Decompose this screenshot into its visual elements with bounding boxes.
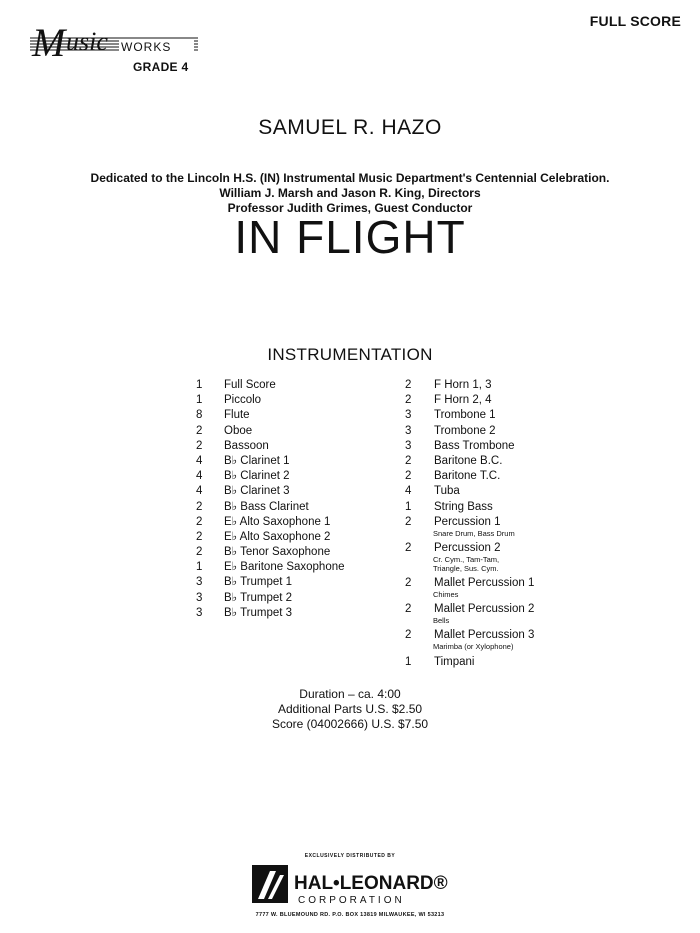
- instrument-name: Trombone 1: [434, 409, 496, 422]
- grade-label: GRADE 4: [133, 60, 189, 74]
- instrument-name: E♭ Baritone Saxophone: [224, 561, 345, 574]
- svg-text:WORKS: WORKS: [121, 40, 172, 54]
- instrument-name: Flute: [224, 409, 250, 422]
- instrument-quantity: 2: [405, 577, 412, 590]
- instrument-note: Cr. Cym., Tam-Tam, Triangle, Sus. Cym.: [433, 554, 500, 573]
- instrument-name: Full Score: [224, 379, 276, 391]
- instrument-name: B♭ Clarinet 3: [224, 485, 290, 498]
- instrumentation-heading: INSTRUMENTATION: [267, 345, 433, 364]
- instrument-quantity: 4: [196, 485, 203, 498]
- instrument-quantity: 2: [405, 629, 412, 642]
- instrument-quantity: 1: [405, 655, 412, 668]
- full-score-label: FULL SCORE: [589, 13, 681, 29]
- svg-text:usic: usic: [66, 27, 108, 56]
- instrument-quantity: 1: [196, 379, 203, 391]
- instrument-name: Mallet Percussion 2: [434, 603, 535, 616]
- instrument-quantity: 2: [196, 515, 203, 528]
- instrument-quantity: 2: [405, 394, 412, 407]
- instrument-name: B♭ Tenor Saxophone: [224, 546, 331, 559]
- instrument-name: Percussion 2: [434, 541, 501, 554]
- instrument-name: F Horn 2, 4: [434, 394, 492, 407]
- instrument-quantity: 2: [405, 541, 412, 554]
- instrument-name: B♭ Trumpet 3: [224, 606, 293, 619]
- instrument-quantity: 3: [196, 606, 203, 619]
- instrument-quantity: 2: [405, 603, 412, 616]
- instrument-quantity: 2: [196, 530, 203, 543]
- instrument-name: B♭ Trumpet 2: [224, 591, 293, 604]
- instrument-quantity: 2: [196, 500, 203, 513]
- publisher-corporation: CORPORATION: [298, 895, 405, 906]
- publisher-name: HAL•LEONARD®: [294, 873, 448, 894]
- instrument-quantity: 1: [405, 500, 412, 513]
- composer-name: SAMUEL R. HAZO: [258, 116, 442, 139]
- instrument-name: B♭ Trumpet 1: [224, 576, 293, 589]
- instrument-name: Oboe: [224, 424, 253, 437]
- instrument-note: Marimba (or Xylophone): [433, 642, 514, 652]
- instrument-quantity: 3: [405, 424, 412, 437]
- instrument-name: E♭ Alto Saxophone 2: [224, 530, 331, 543]
- instrument-name: Bassoon: [224, 439, 269, 452]
- instrument-quantity: 3: [405, 439, 412, 452]
- instrument-quantity: 2: [196, 546, 203, 559]
- instrument-name: Baritone B.C.: [434, 454, 503, 467]
- instrument-name: Bass Trombone: [434, 439, 515, 452]
- instrument-quantity: 3: [405, 409, 412, 422]
- instrument-name: String Bass: [434, 500, 493, 513]
- instrument-quantity: 1: [196, 394, 203, 407]
- score-price: Score (04002666) U.S. $7.50: [271, 717, 429, 731]
- dedication-line: William J. Marsh and Jason R. King, Directors: [219, 186, 481, 200]
- instrument-name: Timpani: [434, 655, 475, 668]
- instrument-name: B♭ Bass Clarinet: [224, 500, 309, 513]
- instrument-name: F Horn 1, 3: [434, 379, 492, 391]
- instrument-quantity: 2: [405, 515, 412, 528]
- instrument-name: Percussion 1: [434, 515, 501, 528]
- dedication-line: Dedicated to the Lincoln H.S. (IN) Instrumental Music Department's Centennial Celebration.: [90, 171, 610, 185]
- instrument-note: Bells: [433, 616, 450, 626]
- instrument-quantity: 2: [405, 454, 412, 467]
- publisher-address: 7777 W. BLUEMOUND RD. P.O. BOX 13819 MILWAUKEE, WI 53213: [255, 912, 445, 918]
- instrument-name: Mallet Percussion 1: [434, 577, 535, 590]
- instrument-quantity: 2: [196, 439, 203, 452]
- distributed-by-label: EXCLUSIVELY DISTRIBUTED BY: [304, 853, 396, 859]
- instrument-note: Chimes: [433, 590, 459, 600]
- instrument-quantity: 2: [196, 424, 203, 437]
- instrument-name: Mallet Percussion 3: [434, 629, 535, 642]
- instrument-quantity: 2: [405, 470, 412, 483]
- instrument-name: E♭ Alto Saxophone 1: [224, 515, 331, 528]
- instrument-quantity: 4: [405, 485, 412, 498]
- hal-leonard-logo: [250, 861, 450, 911]
- pricing-info: [0, 687, 700, 732]
- instrument-quantity: 4: [196, 470, 203, 483]
- instrument-name: B♭ Clarinet 1: [224, 454, 290, 467]
- instrument-quantity: 8: [196, 409, 203, 422]
- instrument-name: B♭ Clarinet 2: [224, 470, 290, 483]
- instrument-name: Baritone T.C.: [434, 470, 501, 483]
- piece-title: IN FLIGHT: [234, 211, 466, 263]
- instrument-name: Piccolo: [224, 394, 262, 407]
- instrument-quantity: 2: [405, 379, 412, 391]
- instrument-note: Snare Drum, Bass Drum: [433, 528, 515, 538]
- instrument-name: Trombone 2: [434, 424, 496, 437]
- svg-text:M: M: [32, 20, 66, 62]
- additional-parts-price: Additional Parts U.S. $2.50: [277, 702, 423, 716]
- instrument-quantity: 3: [196, 591, 203, 604]
- dedication-line: Professor Judith Grimes, Guest Conductor: [227, 201, 473, 215]
- instrument-quantity: 1: [196, 561, 203, 574]
- instrument-quantity: 4: [196, 454, 203, 467]
- duration: Duration – ca. 4:00: [299, 687, 401, 701]
- instrument-name: Tuba: [434, 485, 460, 498]
- instrument-quantity: 3: [196, 576, 203, 589]
